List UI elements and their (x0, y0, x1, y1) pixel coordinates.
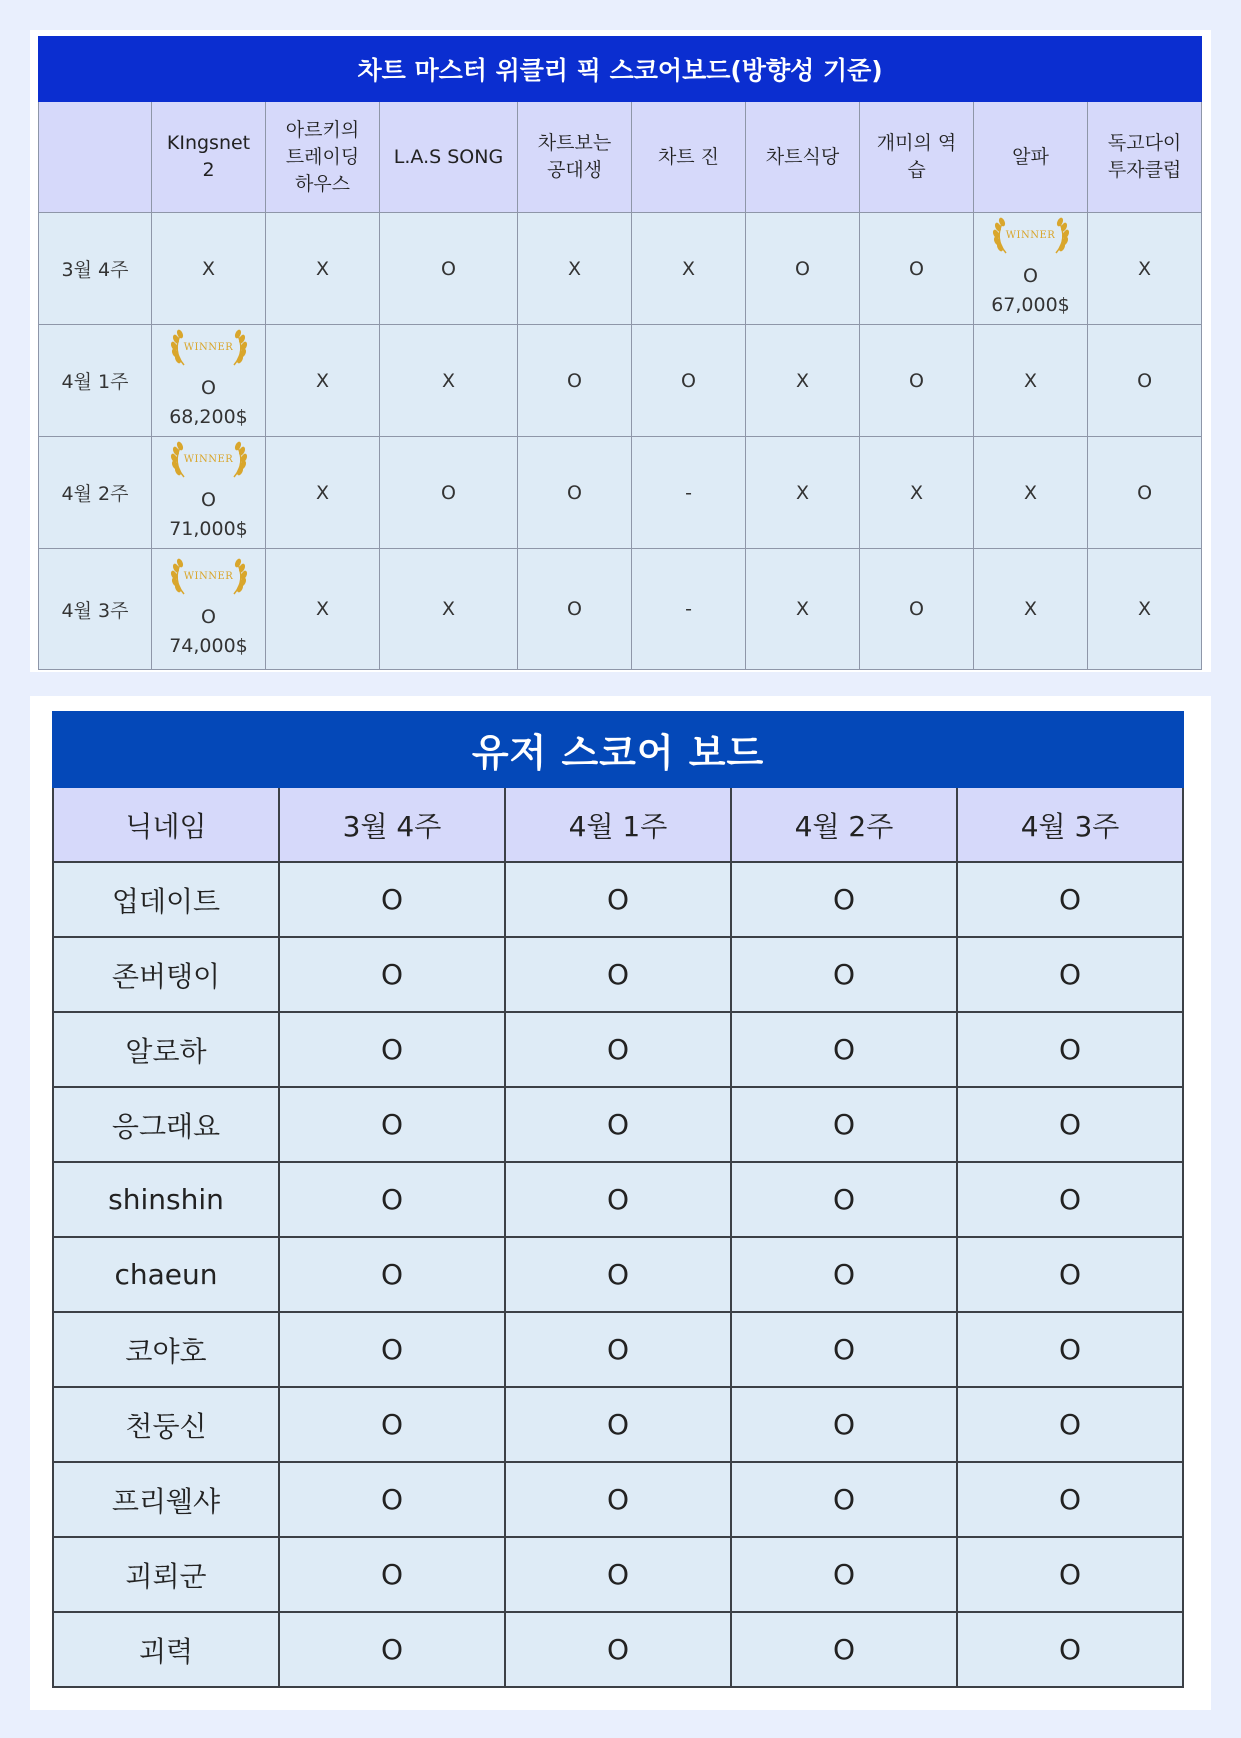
user-result-cell: O (279, 1312, 505, 1387)
chart-master-scoreboard-table (38, 36, 1202, 670)
result-cell (1088, 325, 1202, 437)
user-result-cell: O (505, 1612, 731, 1687)
user-result-cell: O (731, 1462, 957, 1537)
result-cell (152, 213, 266, 325)
user-result-cell: O (731, 937, 957, 1012)
result-mark: O (201, 489, 216, 511)
result-cell (518, 549, 632, 670)
result-cell (266, 213, 380, 325)
user-result-cell: O (957, 1162, 1183, 1237)
result-mark: O (567, 481, 582, 504)
user-result-cell: O (279, 1012, 505, 1087)
result-cell (974, 213, 1088, 325)
prize-amount: 68,200$ (169, 406, 248, 428)
nickname-cell: 응그래요 (53, 1087, 279, 1162)
column-header: 알파 (974, 102, 1088, 213)
result-mark: X (795, 369, 810, 392)
user-result-cell: O (279, 1462, 505, 1537)
user-row (53, 1237, 1183, 1312)
result-mark: X (1023, 598, 1038, 620)
column-header: 3월 4주 (279, 787, 505, 862)
result-mark: O (441, 257, 456, 280)
week-label: 4월 1주 (39, 325, 152, 437)
result-mark: X (315, 598, 330, 620)
winner-badge-text: WINNER (1005, 230, 1056, 241)
result-cell (380, 325, 518, 437)
user-result-cell: O (731, 1312, 957, 1387)
user-result-cell: O (279, 937, 505, 1012)
result-cell (152, 325, 266, 437)
user-result-cell: O (731, 1387, 957, 1462)
winner-badge-text: WINNER (183, 570, 234, 582)
user-result-cell: O (505, 1237, 731, 1312)
result-cell (860, 437, 974, 549)
week-row (39, 437, 1202, 549)
result-mark: X (201, 257, 216, 280)
corner-header (39, 102, 152, 213)
user-row (53, 1387, 1183, 1462)
user-result-cell: O (731, 1012, 957, 1087)
result-mark: X (315, 369, 330, 392)
column-header: KIngsnet 2 (152, 102, 266, 213)
nickname-cell: 코야호 (53, 1312, 279, 1387)
result-cell (380, 213, 518, 325)
user-result-cell: O (731, 1537, 957, 1612)
result-mark: X (441, 598, 456, 620)
nickname-cell: 알로하 (53, 1012, 279, 1087)
chart-master-scoreboard-panel (30, 30, 1211, 672)
result-mark: O (201, 605, 216, 628)
result-cell (974, 437, 1088, 549)
nickname-cell: 프리웰샤 (53, 1462, 279, 1537)
result-cell (266, 325, 380, 437)
nickname-cell: shinshin (53, 1162, 279, 1237)
winner-laurel-icon (168, 441, 250, 481)
user-result-cell: O (505, 1162, 731, 1237)
result-mark: - (685, 481, 692, 504)
nickname-cell: chaeun (53, 1237, 279, 1312)
user-row (53, 937, 1183, 1012)
column-header: 차트식당 (746, 102, 860, 213)
result-mark: X (681, 257, 696, 280)
user-scoreboard-panel (30, 696, 1211, 1710)
column-header: 닉네임 (53, 787, 279, 862)
user-row (53, 1462, 1183, 1537)
week-row (39, 213, 1202, 325)
user-result-cell: O (505, 937, 731, 1012)
user-result-cell: O (957, 1012, 1183, 1087)
column-header: 개미의 역습 (860, 102, 974, 213)
column-header: 차트 진 (632, 102, 746, 213)
scoreboard-title: 차트 마스터 위클리 픽 스코어보드(방향성 기준) (39, 37, 1202, 102)
user-result-cell: O (505, 1087, 731, 1162)
column-header: 4월 1주 (505, 787, 731, 862)
result-mark: X (315, 257, 330, 280)
week-row (39, 549, 1202, 670)
winner-badge-text: WINNER (183, 342, 234, 353)
result-mark: - (685, 598, 692, 620)
user-scoreboard-table (52, 711, 1184, 1688)
result-cell (974, 325, 1088, 437)
user-result-cell: O (957, 1312, 1183, 1387)
prize-amount: 67,000$ (991, 294, 1070, 316)
column-header: 차트보는 공대생 (518, 102, 632, 213)
nickname-cell: 존버탱이 (53, 937, 279, 1012)
result-mark: O (795, 257, 810, 280)
week-label: 3월 4주 (39, 213, 152, 325)
user-scoreboard-title: 유저 스코어 보드 (53, 712, 1183, 787)
result-cell (632, 437, 746, 549)
user-result-cell: O (279, 1162, 505, 1237)
result-cell (632, 549, 746, 670)
result-cell (860, 549, 974, 670)
user-result-cell: O (505, 1462, 731, 1537)
user-row (53, 1087, 1183, 1162)
user-result-cell: O (957, 1237, 1183, 1312)
winner-laurel-icon (990, 217, 1072, 257)
user-result-cell: O (279, 1537, 505, 1612)
result-cell (632, 325, 746, 437)
user-result-cell: O (957, 1087, 1183, 1162)
result-mark: O (1137, 369, 1153, 392)
user-result-cell: O (505, 1312, 731, 1387)
user-result-cell: O (957, 1387, 1183, 1462)
user-result-cell: O (505, 862, 731, 937)
result-mark: O (681, 369, 696, 392)
user-result-cell: O (505, 1387, 731, 1462)
column-header: 독고다이 투자클럽 (1088, 102, 1202, 213)
result-cell (1088, 549, 1202, 670)
week-label: 4월 3주 (39, 549, 152, 670)
user-row (53, 862, 1183, 937)
result-cell (632, 213, 746, 325)
result-cell (266, 549, 380, 670)
winner-badge-text: WINNER (183, 454, 234, 465)
user-row (53, 1312, 1183, 1387)
result-cell (860, 213, 974, 325)
winner-laurel-icon (168, 558, 250, 598)
user-result-cell: O (957, 1537, 1183, 1612)
user-result-cell: O (731, 1237, 957, 1312)
result-mark: X (1023, 481, 1038, 504)
user-result-cell: O (731, 862, 957, 937)
result-mark: X (315, 481, 330, 504)
user-row (53, 1012, 1183, 1087)
result-mark: X (1138, 598, 1152, 620)
user-result-cell: O (957, 1612, 1183, 1687)
result-mark: O (441, 481, 456, 504)
nickname-cell: 괴뢰군 (53, 1537, 279, 1612)
user-result-cell: O (279, 1087, 505, 1162)
result-mark: O (909, 257, 924, 280)
user-result-cell: O (279, 1387, 505, 1462)
user-result-cell: O (731, 1162, 957, 1237)
result-mark: X (795, 598, 810, 620)
nickname-cell: 천둥신 (53, 1387, 279, 1462)
result-cell (1088, 437, 1202, 549)
user-result-cell: O (731, 1612, 957, 1687)
result-cell (152, 549, 266, 670)
result-mark: O (1137, 481, 1153, 504)
result-mark: O (201, 377, 216, 399)
result-mark: O (909, 369, 924, 392)
user-result-cell: O (505, 1012, 731, 1087)
user-result-cell: O (279, 1237, 505, 1312)
user-row (53, 1162, 1183, 1237)
result-mark: X (1138, 257, 1152, 280)
user-row (53, 1612, 1183, 1687)
user-result-cell: O (957, 862, 1183, 937)
prize-amount: 71,000$ (169, 518, 248, 540)
result-cell (860, 325, 974, 437)
result-cell (380, 549, 518, 670)
nickname-cell: 괴력 (53, 1612, 279, 1687)
user-result-cell: O (279, 1612, 505, 1687)
prize-amount: 74,000$ (169, 634, 248, 657)
result-cell (1088, 213, 1202, 325)
result-cell (746, 437, 860, 549)
winner-laurel-icon (168, 329, 250, 369)
result-mark: O (567, 598, 582, 620)
column-header: 아르키의 트레이딩 하우스 (266, 102, 380, 213)
result-cell (518, 437, 632, 549)
week-label: 4월 2주 (39, 437, 152, 549)
nickname-cell: 업데이트 (53, 862, 279, 937)
column-header: L.A.S SONG (380, 102, 518, 213)
column-header: 4월 2주 (731, 787, 957, 862)
result-cell (152, 437, 266, 549)
column-header: 4월 3주 (957, 787, 1183, 862)
result-cell (518, 213, 632, 325)
user-row (53, 1537, 1183, 1612)
user-result-cell: O (505, 1537, 731, 1612)
user-result-cell: O (279, 862, 505, 937)
result-cell (974, 549, 1088, 670)
result-mark: X (909, 481, 924, 504)
result-cell (518, 325, 632, 437)
user-result-cell: O (731, 1087, 957, 1162)
result-cell (266, 437, 380, 549)
result-mark: O (909, 598, 924, 620)
result-mark: X (1023, 369, 1038, 392)
result-mark: X (795, 481, 810, 504)
result-cell (746, 325, 860, 437)
user-result-cell: O (957, 937, 1183, 1012)
result-cell (746, 549, 860, 670)
result-cell (746, 213, 860, 325)
result-mark: O (567, 369, 582, 392)
result-mark: O (1023, 265, 1038, 287)
week-row (39, 325, 1202, 437)
result-mark: X (441, 369, 456, 392)
result-cell (380, 437, 518, 549)
result-mark: X (567, 257, 582, 280)
user-result-cell: O (957, 1462, 1183, 1537)
